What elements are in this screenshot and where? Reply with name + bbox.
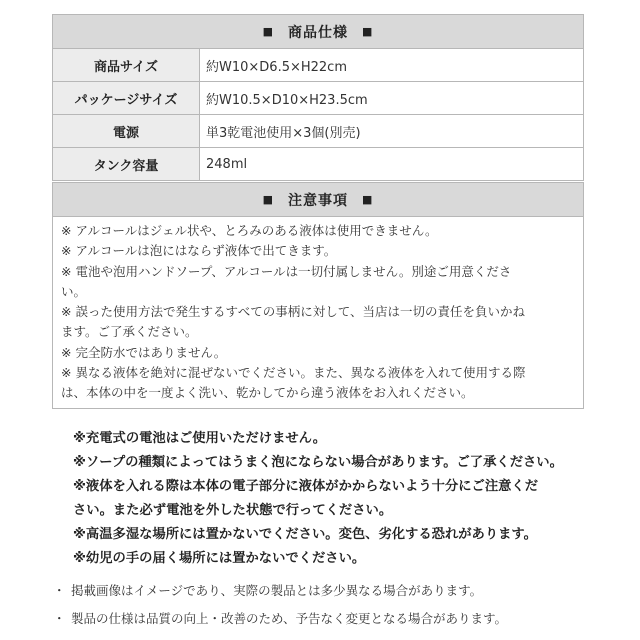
caution-line: ※ 異なる液体を絶対に混ぜないでください。また、異なる液体を入れて使用する際	[61, 365, 526, 381]
caution-line: ※ アルコールは泡にはならず液体で出てきます。	[61, 243, 337, 259]
caution-line: ます。ご了承ください。	[61, 324, 198, 340]
caution-section	[52, 182, 584, 409]
warning-line: ※高温多湿な場所には置かないでください。変色、劣化する恐れがあります。	[73, 527, 537, 542]
square-marker-right: ■	[362, 193, 374, 206]
warning-list	[73, 427, 613, 571]
spec-row	[53, 148, 583, 181]
caution-notes	[53, 216, 583, 408]
warning-line: ※液体を入れる際は本体の電子部分に液体がかからないよう十分にご注意くだ	[73, 479, 539, 494]
spec-row	[53, 49, 583, 82]
spec-section	[52, 14, 584, 181]
square-marker-right: ■	[362, 25, 374, 38]
caution-line: ※ 誤った使用方法で発生するすべての事柄に対して、当店は一切の責任を負いかね	[61, 304, 525, 320]
spec-title: 商品仕様	[288, 24, 348, 41]
spec-value: 約W10.5×D10×H23.5cm	[200, 82, 584, 115]
bullet-notes	[53, 577, 613, 633]
spec-value: 約W10×D6.5×H22cm	[200, 49, 584, 82]
caution-header	[53, 183, 583, 216]
warning-line: ※充電式の電池はご使用いただけません。	[73, 431, 327, 446]
bullet-text: 掲載画像はイメージであり、実際の製品とは多少異なる場合があります。	[71, 583, 483, 598]
bullet-item	[53, 577, 613, 605]
bullet-item	[53, 605, 613, 633]
caution-line: い。	[61, 283, 87, 299]
spec-row	[53, 82, 583, 115]
bullet-text: 製品の仕様は品質の向上・改善のため、予告なく変更となる場合があります。	[71, 611, 508, 626]
spec-label: パッケージサイズ	[53, 82, 200, 115]
spec-value: 248ml	[200, 148, 584, 181]
warning-line: ※ソープの種類によってはうまく泡にならない場合があります。ご了承ください。	[73, 455, 563, 470]
spec-label: 商品サイズ	[53, 49, 200, 82]
bullet-dot: ・	[53, 611, 66, 626]
square-marker-left: ■	[262, 25, 274, 38]
caution-line: は、本体の中を一度よく洗い、乾かしてから違う液体をお入れください。	[61, 385, 474, 401]
square-marker-left: ■	[262, 193, 274, 206]
warning-line: ※幼児の手の届く場所には置かないでください。	[73, 551, 366, 566]
spec-header	[53, 15, 583, 48]
spec-label: 電源	[53, 115, 200, 148]
caution-line: ※ 完全防水ではありません。	[61, 344, 227, 360]
spec-value: 単3乾電池使用×3個(別売)	[200, 115, 584, 148]
spec-row	[53, 115, 583, 148]
bullet-dot: ・	[53, 583, 66, 598]
warning-line: さい。また必ず電池を外した状態で行ってください。	[73, 503, 393, 518]
caution-title: 注意事項	[288, 192, 348, 209]
caution-line: ※ 電池や泡用ハンドソープ、アルコールは一切付属しません。別途ご用意くださ	[61, 263, 512, 279]
spec-table	[53, 48, 583, 180]
spec-label: タンク容量	[53, 148, 200, 181]
caution-line: ※ アルコールはジェル状や、とろみのある液体は使用できません。	[61, 223, 438, 238]
